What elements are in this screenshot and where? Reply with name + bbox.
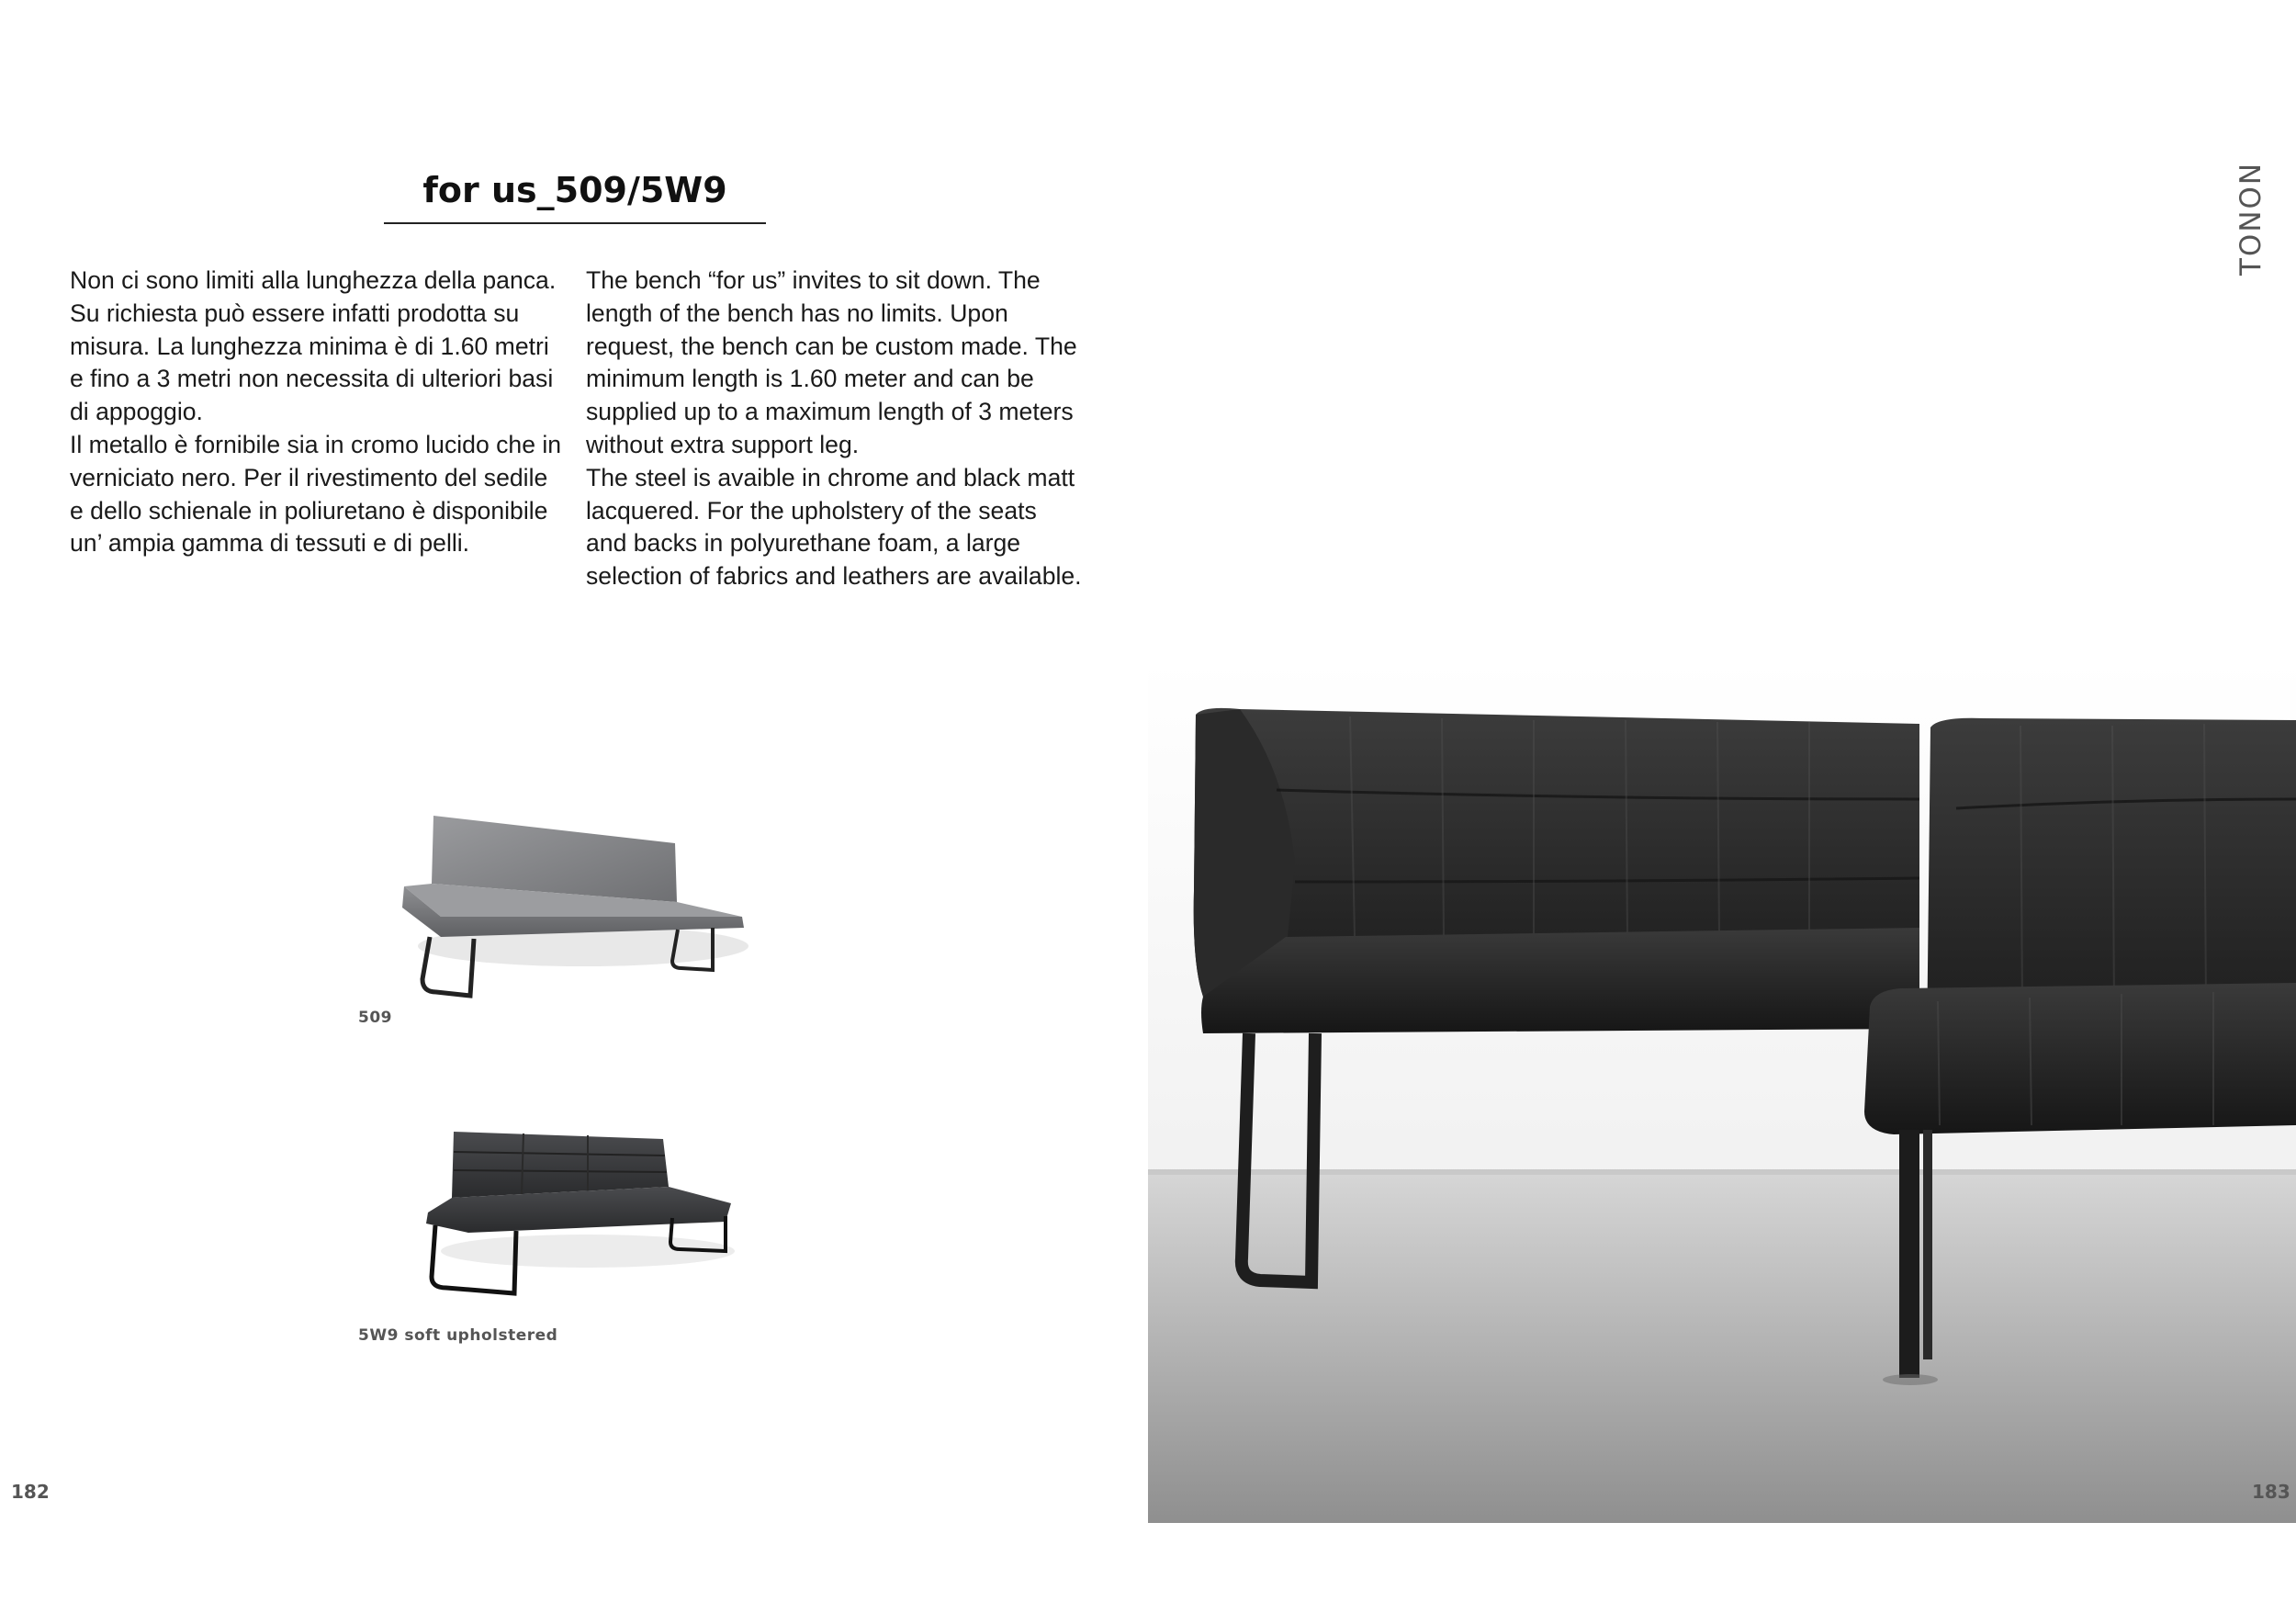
english-description bbox=[586, 265, 1082, 593]
bench-5w9-caption: 5W9 soft upholstered bbox=[358, 1326, 558, 1345]
bench-509-image bbox=[386, 799, 753, 1010]
italian-paragraph-2: Il metallo è fornibile sia in cromo lucido che in verniciato nero. Per il rivestimento del sedile e dello schienale in poliuretano è disponibile un’ ampia gamma di tessuti e di pelli. bbox=[70, 430, 562, 558]
title-underline bbox=[384, 222, 766, 224]
brand-logo: TONON bbox=[2234, 161, 2268, 276]
english-paragraph-1: The bench “for us” invites to sit down. The length of the bench has no limits. Upon request, the bench can be custom made. The minimum length is 1.60 meter and can be supplied up to a maximum length of 3 meters without extra support leg. bbox=[586, 266, 1077, 458]
corner-bench-photo bbox=[1148, 661, 2296, 1523]
page-number-right: 183 bbox=[2252, 1481, 2290, 1503]
page-number-left: 182 bbox=[11, 1481, 50, 1503]
english-paragraph-2: The steel is avaible in chrome and black matt lacquered. For the upholstery of the seats and backs in polyurethane foam, a large selection of fabrics and leathers are available. bbox=[586, 463, 1082, 591]
italian-description bbox=[70, 265, 566, 560]
page-title: for us_509/5W9 bbox=[422, 170, 727, 210]
italian-paragraph-1: Non ci sono limiti alla lunghezza della panca. Su richiesta può essere infatti prodotta su misura. La lunghezza minima è di 1.60 metri e fino a 3 metri non necessita di ulteriori basi di appoggio. bbox=[70, 266, 557, 426]
bench-509-caption: 509 bbox=[358, 1009, 392, 1027]
corner-bench-illustration bbox=[1148, 661, 2296, 1523]
bench-5w9-image bbox=[413, 1122, 744, 1306]
